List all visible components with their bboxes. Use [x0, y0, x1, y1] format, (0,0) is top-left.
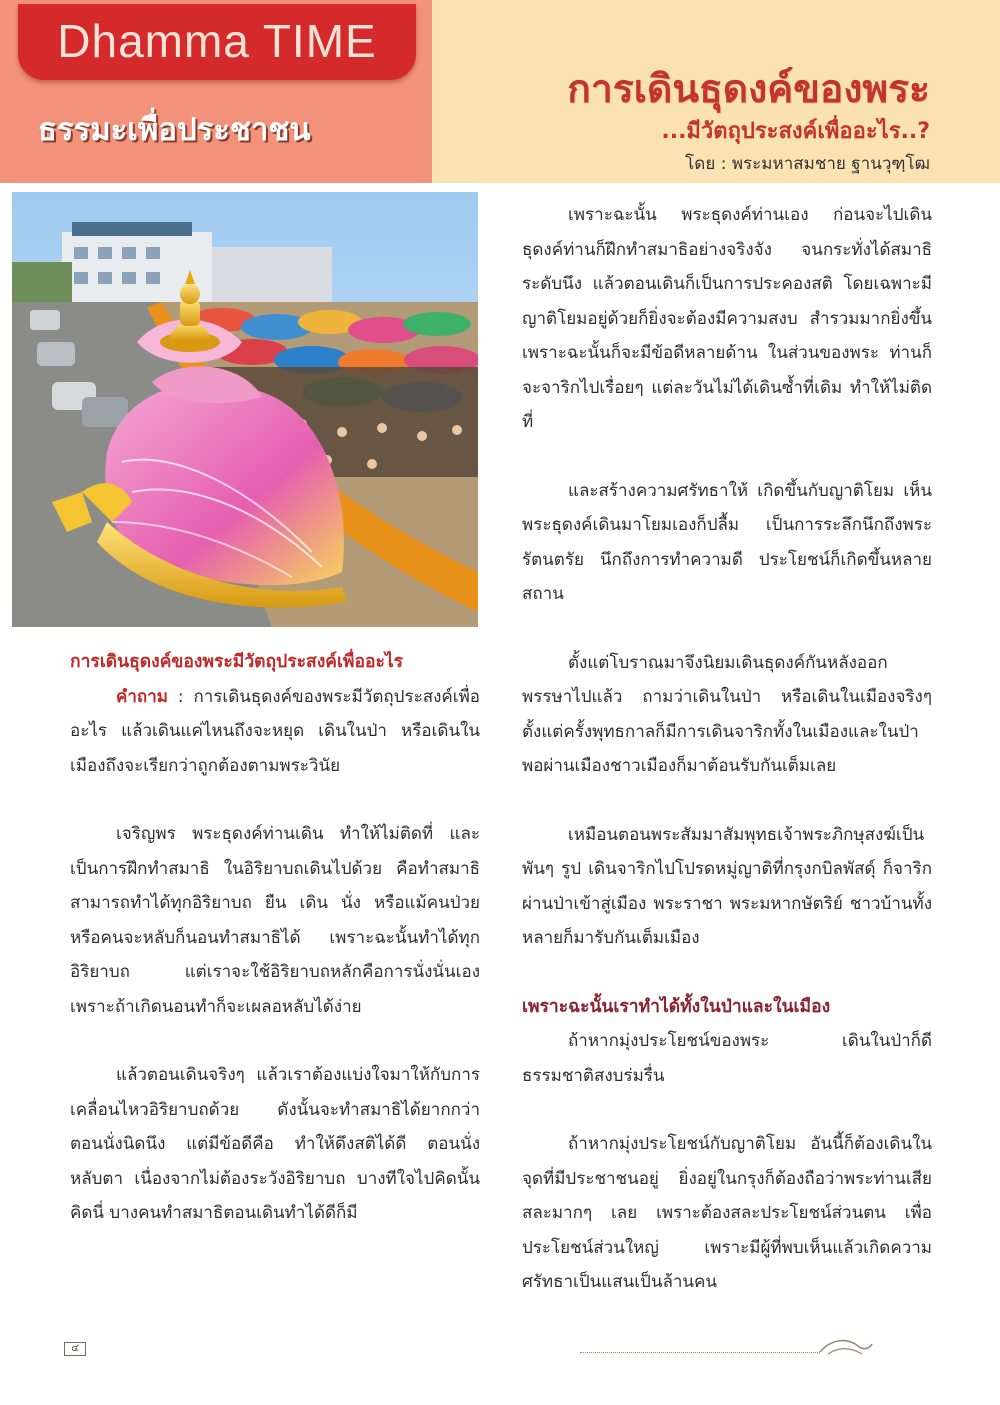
article-byline: โดย : พระมหาสมชาย ฐานวุฑฺโฒ	[685, 154, 930, 174]
question-separator: :	[167, 686, 194, 707]
column-name: ธรรมะเพื่อประชาชน	[38, 112, 311, 148]
brand-title: Dhamma TIME	[57, 15, 377, 67]
left-paragraph-1: เจริญพร พระธุดงค์ท่านเดิน ทำให้ไม่ติดที่ และเป็นการฝึกทำสมาธิ ในอิริยาบถเดินไปด้วย คือทำสมาธิสามารถทำได้ทุกอิริยาบถ ยืน เดิน นั่ง หรือแม้คนป่วย หรือคนจะหลับก็นอนทำสมาธิได้ เพราะฉะนั้นทำได้ทุกอิริยาบถ แต่เราจะใช้อิริยาบถหลักคือการนั่งนั่นเอง เพราะถ้าเกิดนอนทำก็จะเผลอหลับได้ง่าย	[70, 824, 480, 1017]
right-paragraph-2: และสร้างความศรัทธาให้ เกิดขึ้นกับญาติโยม เห็นพระธุดงค์เดินมาโยมเองก็ปลื้ม เป็นการระลึกนึกถึงพระรัตนตรัย นึกถึงการทำความดี ประโยชน์ก็เกิดขึ้นหลายสถาน	[522, 480, 932, 604]
page-number: ๔	[64, 1342, 86, 1356]
question-label: คำถาม	[116, 686, 168, 707]
article-title: การเดินธุดงค์ของพระ	[567, 67, 930, 112]
question-paragraph	[70, 680, 480, 784]
left-paragraph-2: แล้วตอนเดินจริงๆ แล้วเราต้องแบ่งใจมาให้กับการเคลื่อนไหวอิริยาบถด้วย ดังนั้นจะทำสมาธิได้ยากกว่าตอนนั่งนิดนึง แต่มีข้อดีคือ ทำให้ดึงสติได้ดี ตอนนั่งหลับตา เนื่องจากไม่ต้องระวังอิริยาบถ บางทีใจไปคิดนั้นคิดนี่ บางคนทำสมาธิตอนเดินทำได้ดีก็มี	[70, 1065, 480, 1223]
footer-divider	[580, 1352, 820, 1353]
left-column	[70, 645, 480, 1231]
right-section-heading: เพราะฉะนั้นเราทำได้ทั้งในป่าและในเมือง	[522, 996, 831, 1017]
question-text: การเดินธุดงค์ของพระมีวัตถุประสงค์เพื่ออะไร แล้วเดินแค่ไหนถึงจะหยุด เดินในป่า หรือเดินในเมืองถึงจะเรียกว่าถูกต้องตามพระวินัย	[70, 686, 480, 776]
procession-photo	[12, 192, 478, 627]
right-paragraph-5: ถ้าหากมุ่งประโยชน์ของพระ เดินในป่าก็ดีธรรมชาติสงบร่มรื่น	[522, 1031, 932, 1086]
flourish-ornament-icon	[818, 1336, 874, 1358]
right-paragraph-1: เพราะฉะนั้น พระธุดงค์ท่านเอง ก่อนจะไปเดินธุดงค์ท่านก็ฝึกทำสมาธิอย่างจริงจัง จนกระทั่งได้สมาธิระดับนึง แล้วตอนเดินก็เป็นการประคองสติ โดยเฉพาะมีญาติโยมอยู่ด้วยก็ยิ่งจะต้องมีความสงบ สำรวมมากยิ่งขึ้น เพราะฉะนั้นก็จะมีข้อดีหลายด้าน ในส่วนของพระ ท่านก็จะจาริกไปเรื่อยๆ แต่ละวันไม่ได้เดินซ้ำที่เดิม ทำให้ไม่ติดที่	[522, 205, 932, 432]
left-section-heading: การเดินธุดงค์ของพระมีวัตถุประสงค์เพื่ออะไร	[70, 652, 404, 672]
right-paragraph-3: ตั้งแต่โบราณมาจึงนิยมเดินธุดงค์กันหลังออกพรรษาไปแล้ว ถามว่าเดินในป่า หรือเดินในเมืองจริงๆ ตั้งแต่ครั้งพุทธกาลก็มีการเดินจาริกทั้งในเมืองและในป่า พอผ่านเมืองชาวเมืองก็มาต้อนรับกันเต็มเลย	[522, 652, 932, 776]
right-column	[522, 198, 932, 1300]
article-subtitle: ...มีวัตถุประสงค์เพื่ออะไร..?	[661, 119, 930, 144]
right-paragraph-4: เหมือนตอนพระสัมมาสัมพุทธเจ้าพระภิกษุสงฆ์เป็นพันๆ รูป เดินจาริกไปโปรดหมู่ญาติที่กรุงกบิลพัสดุ์ ก็จาริกผ่านป่าเข้าสู่เมือง พระราชา พระมหากษัตริย์ ชาวบ้านทั้งหลายก็มารับกันเต็มเมือง	[522, 824, 932, 948]
right-paragraph-6: ถ้าหากมุ่งประโยชน์กับญาติโยม อันนี้ก็ต้องเดินในจุดที่มีประชาชนอยู่ ยิ่งอยู่ในกรุงก็ต้องถือว่าพระท่านเสียสละมากๆ เลย เพราะต้องสละประโยชน์ส่วนตน เพื่อประโยชน์ส่วนใหญ่ เพราะมีผู้ที่พบเห็นแล้วเกิดความศรัทธาเป็นแสนเป็นล้านคน	[522, 1134, 932, 1292]
